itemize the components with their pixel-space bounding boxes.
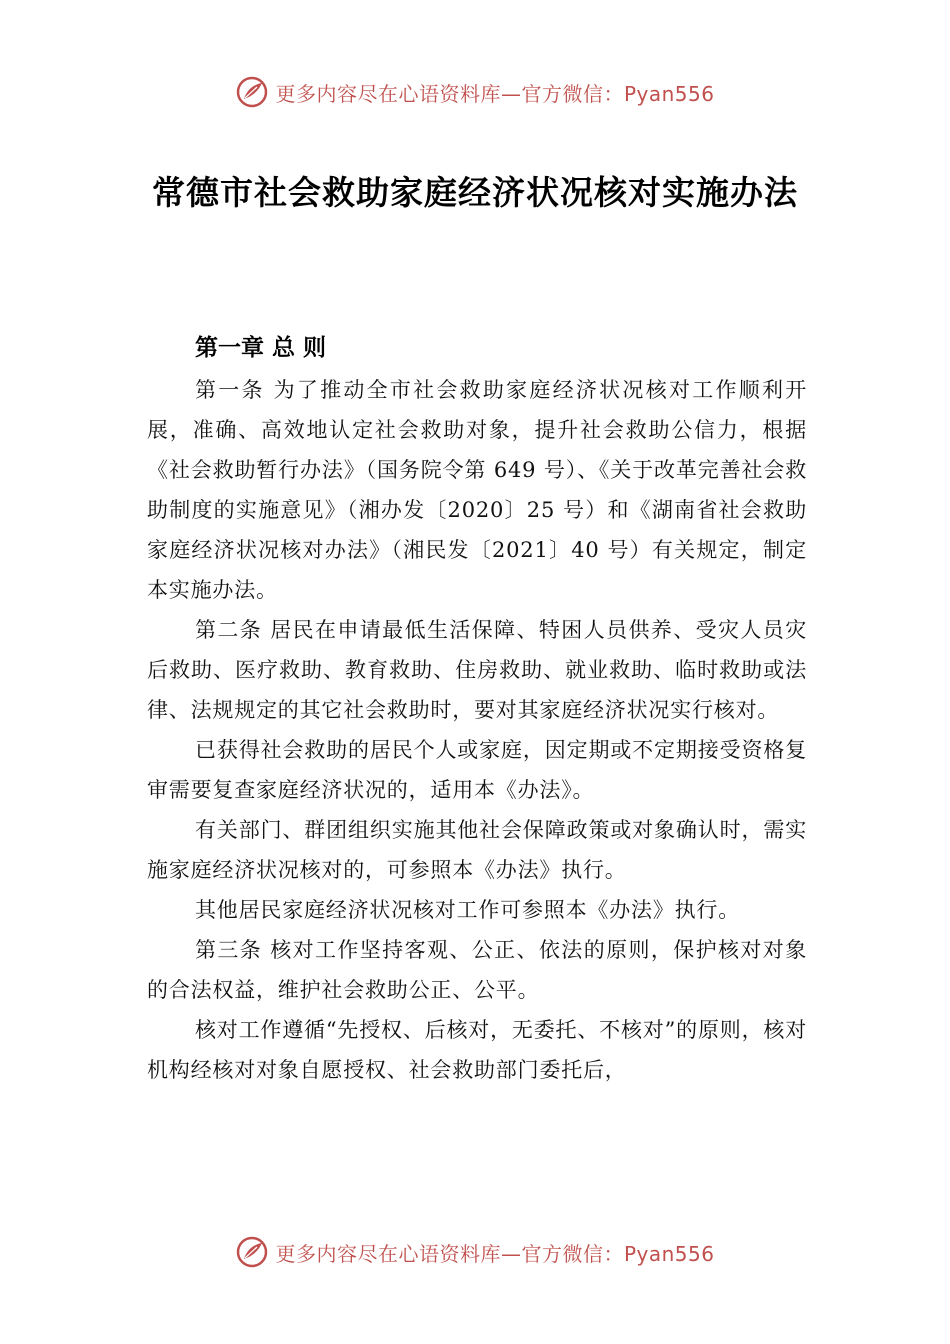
article-2-clause-3: 有关部门、群团组织实施其他社会保障政策或对象确认时，需实施家庭经济状况核对的，可参照本《办法》执行。 — [147, 818, 807, 882]
article-3-clause-2: 核对工作遵循“先授权、后核对，无委托、不核对”的原则，核对机构经核对对象自愿授权、社会救助部门委托后， — [147, 1018, 807, 1082]
article-2-paragraph: 第二条 居民在申请最低生活保障、特困人员供养、受灾人员灾后救助、医疗救助、教育救助、住房救助、就业救助、临时救助或法律、法规规定的其它社会救助时，要对其家庭经济状况实行核对。 — [147, 618, 807, 722]
banner-text: 更多内容尽在心语资料库—官方微信：Pyan556 — [275, 81, 715, 106]
leaf-seal-logo-icon — [235, 75, 269, 109]
article-3-paragraph: 第三条 核对工作坚持客观、公正、依法的原则，保护核对对象的合法权益，维护社会救助公正、公平。 — [147, 938, 807, 1002]
document-title: 常德市社会救助家庭经济状况核对实施办法 — [152, 173, 798, 212]
chapter-heading: 第一章 总 则 — [195, 335, 327, 361]
leaf-seal-logo-icon — [235, 1235, 269, 1269]
article-1-paragraph: 第一条 为了推动全市社会救助家庭经济状况核对工作顺利开展，准确、高效地认定社会救助对象，提升社会救助公信力，根据《社会救助暂行办法》（国务院令第 649 号）、《关于改革完善社会救助制度的实施意见》（湘办发〔2020〕25 号）和《湖南省社会救助家庭经济状况核对办法》（湘民发〔2021〕40 号）有关规定，制定本实施办法。 — [147, 378, 807, 602]
footer-banner — [0, 1232, 950, 1272]
header-banner — [0, 72, 950, 112]
article-2-clause-2: 已获得社会救助的居民个人或家庭，因定期或不定期接受资格复审需要复查家庭经济状况的，适用本《办法》。 — [147, 738, 807, 802]
banner-text: 更多内容尽在心语资料库—官方微信：Pyan556 — [275, 1241, 715, 1266]
document-body — [147, 330, 807, 1090]
article-2-clause-4: 其他居民家庭经济状况核对工作可参照本《办法》执行。 — [195, 898, 740, 922]
